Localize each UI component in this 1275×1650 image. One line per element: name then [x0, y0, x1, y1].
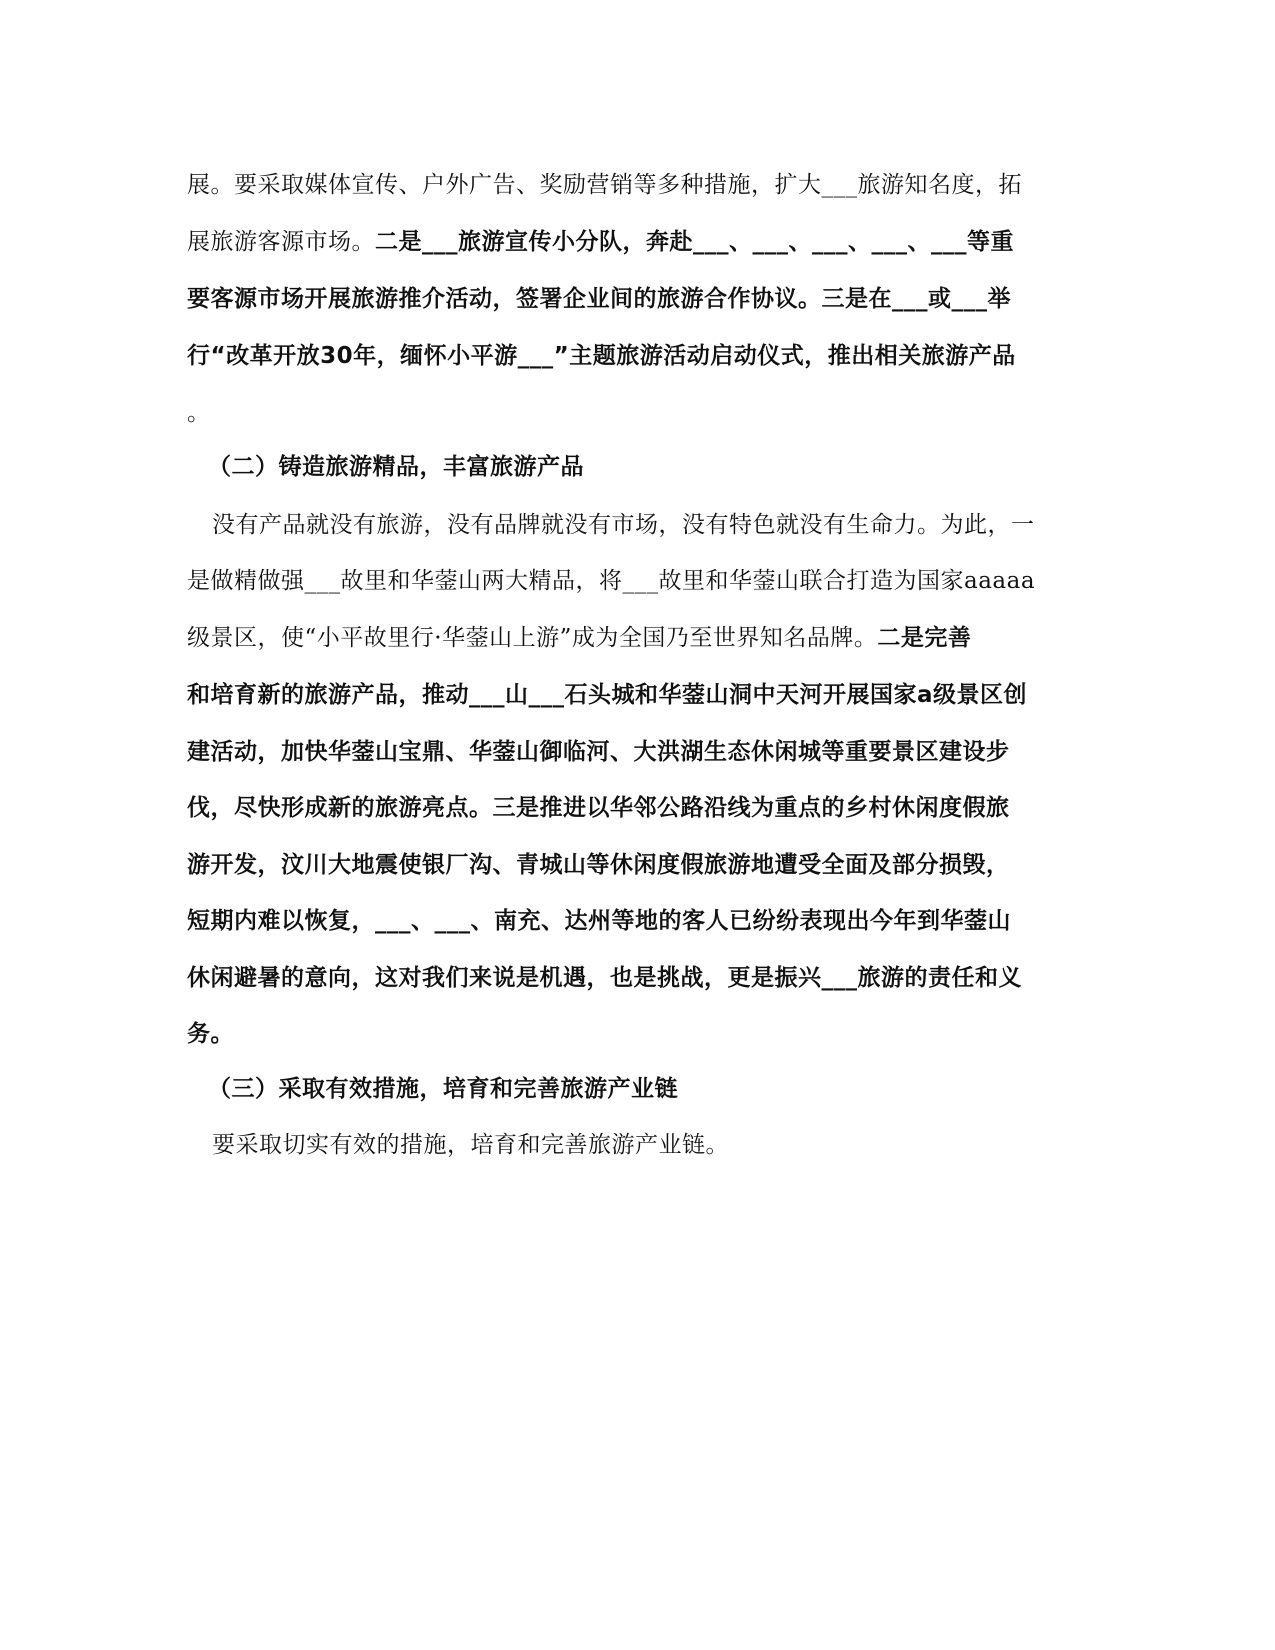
paragraph-1-line-4: 行“改革开放30年，缅怀小平游___”主题旅游活动启动仪式，推出相关旅游产品 [187, 343, 1016, 369]
paragraph-2-line-6: 伐，尽快形成新的旅游亮点。三是推进以华邻公路沿线为重点的乡村休闲度假旅 [187, 795, 1010, 821]
paragraph-1-line-3: 要客源市场开展旅游推介活动，签署企业间的旅游合作协议。三是在___或___举 [187, 286, 1011, 312]
paragraph-3-line-1: 要采取切实有效的措施，培育和完善旅游产业链。 [212, 1132, 729, 1158]
paragraph-2-line-3 [187, 623, 971, 653]
paragraph-2-line-1: 没有产品就没有旅游，没有品牌就没有市场，没有特色就没有生命力。为此，一 [212, 512, 1035, 538]
section-heading-3: （三）采取有效措施，培育和完善旅游产业链 [208, 1076, 678, 1102]
paragraph-2-line-5: 建活动，加快华蓥山宝鼎、华蓥山御临河、大洪湖生态休闲城等重要景区建设步 [187, 739, 1010, 765]
paragraph-1-line-2-bold: 二是___旅游宣传小分队，奔赴___、___、___、___、___等重 [375, 229, 1014, 255]
paragraph-1-line-2 [187, 227, 1014, 257]
paragraph-2-line-2: 是做精做强___故里和华蓥山两大精品，将___故里和华蓥山联合打造为国家aaaaa [187, 568, 1036, 594]
paragraph-2-line-9: 休闲避暑的意向，这对我们来说是机遇，也是挑战，更是振兴___旅游的责任和义 [187, 965, 1022, 991]
paragraph-2-line-10: 务。 [187, 1021, 234, 1047]
paragraph-2-line-8: 短期内难以恢复，___、___、南充、达州等地的客人已纷纷表现出今年到华蓥山 [187, 908, 1011, 934]
paragraph-1-line-5: 。 [187, 400, 211, 426]
paragraph-2-line-3-regular: 级景区，使“小平故里行·华蓥山上游”成为全国乃至世界知名品牌。 [187, 625, 878, 651]
paragraph-2-line-4: 和培育新的旅游产品，推动___山___石头城和华蓥山洞中天河开展国家a级景区创 [187, 682, 1028, 708]
paragraph-2-line-3-bold: 二是完善 [877, 625, 972, 651]
paragraph-2-line-7: 游开发，汶川大地震使银厂沟、青城山等休闲度假旅游地遭受全面及部分损毁， [187, 852, 1010, 878]
section-heading-2: （二）铸造旅游精品，丰富旅游产品 [208, 454, 584, 480]
paragraph-1-line-1: 展。要采取媒体宣传、户外广告、奖励营销等多种措施，扩大___旅游知名度，拓 [187, 172, 1022, 198]
paragraph-1-line-2-regular: 展旅游客源市场。 [187, 229, 375, 255]
